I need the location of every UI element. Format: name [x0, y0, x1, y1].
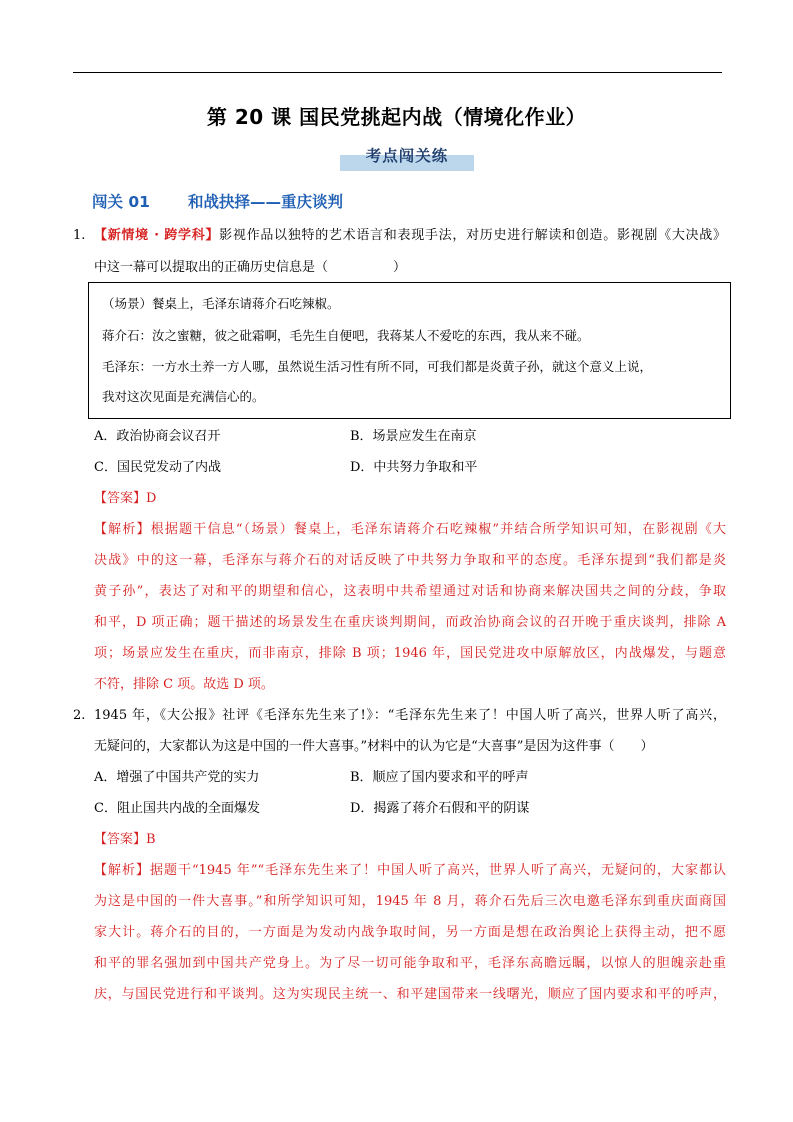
- q1-analysis-line-2: 决战》中的这一幕，毛泽东与蒋介石的对话反映了中共努力争取和平的态度。毛泽东提到“我们都是炎: [94, 553, 726, 568]
- q2-analysis-line-4: 和平的罪名强加到中国共产党身上。为了尽一切可能争取和平，毛泽东高瞻远瞩，以惊人的胆魄亲赴重: [94, 956, 726, 971]
- q1-option-a: A．政治协商会议召开: [94, 429, 221, 444]
- q1-number: 1.: [73, 228, 86, 243]
- q1-stem-line-2: 中这一幕可以提取出的正确历史信息是（ ）: [94, 260, 407, 275]
- q2-analysis-line-5: 庆，与国民党进行和平谈判。这为实现民主统一、和平建国带来一线曙光，顺应了国内要求和平的呼声，: [94, 987, 726, 1002]
- section-badge: [340, 144, 474, 172]
- q2-analysis-line-2: 为这是中国的一件大喜事。”和所学知识可知，1945 年 8 月，蒋介石先后三次电邀毛泽东到重庆面商国: [94, 894, 726, 909]
- q2-analysis-line-1: 【解析】据题干“1945 年”“毛泽东先生来了！中国人听了高兴，世界人听了高兴，无疑问的，大家都认: [94, 863, 726, 878]
- q1-stem-line-1: [73, 226, 726, 246]
- q2-option-c: C．阻止国共内战的全面爆发: [94, 801, 260, 816]
- q1-option-c: C．国民党发动了内战: [94, 460, 221, 475]
- page-title: 第 20 课 国民党挑起内战（情境化作业）: [206, 105, 587, 129]
- q1-analysis-line-5: 项；场景应发生在重庆，而非南京，排除 B 项；1946 年，国民党进攻中原解放区，内战爆发，与题意: [94, 646, 726, 661]
- scene-line-1: （场景）餐桌上，毛泽东请蒋介石吃辣椒。: [102, 296, 340, 311]
- q2-option-d: D．揭露了蒋介石假和平的阴谋: [350, 801, 530, 816]
- q1-analysis-line-4: 和平，D 项正确；题干描述的场景发生在重庆谈判期间，而政治协商会议的召开晚于重庆谈判，排除 A: [94, 615, 726, 630]
- q1-analysis-line-3: 黄子孙”，表达了对和平的期望和信心，这表明中共希望通过对话和协商来解决国共之间的分歧，争取: [94, 584, 726, 599]
- q1-tag: 【新情境 · 跨学科】: [94, 228, 220, 243]
- section-heading: [92, 190, 343, 212]
- q1-answer: 【答案】D: [94, 491, 157, 506]
- q1-option-d: D．中共努力争取和平: [350, 460, 478, 475]
- q2-stem-line-2: 无疑问的，大家都认为这是中国的一件大喜事。”材料中的认为它是“大喜事”是因为这件事（ ）: [94, 739, 654, 754]
- scene-line-3: 毛泽东：一方水土养一方人哪，虽然说生活习性有所不同，可我们都是炎黄子孙，就这个意义上说，: [102, 359, 653, 374]
- q1-stem-text-1: 影视作品以独特的艺术语言和表现手法，对历史进行解读和创造。影视剧《大决战》: [219, 228, 726, 243]
- q1-option-b: B．场景应发生在南京: [350, 429, 477, 444]
- q2-stem-text-1: 1945 年，《大公报》社评《毛泽东先生来了!》：“毛泽东先生来了！中国人听了高兴，世界人听了高兴，: [94, 708, 726, 723]
- scene-line-4: 我对这次见面是充满信心的。: [102, 389, 265, 404]
- top-rule: [73, 72, 722, 73]
- section-label: 闯关 01: [92, 193, 150, 211]
- scene-line-2: 蒋介石：汝之蜜糖，彼之砒霜啊，毛先生自便吧，我蒋某人不爱吃的东西，我从来不碰。: [102, 328, 590, 343]
- q1-analysis-line-1: 【解析】根据题干信息“（场景）餐桌上，毛泽东请蒋介石吃辣椒”并结合所学知识可知，在影视剧《大: [94, 522, 726, 537]
- q1-analysis-line-6: 不符，排除 C 项。故选 D 项。: [94, 677, 274, 692]
- q2-answer: 【答案】B: [94, 832, 156, 847]
- section-name: 和战抉择——重庆谈判: [187, 193, 343, 211]
- q2-number: 2.: [73, 708, 86, 723]
- q2-option-a: A．增强了中国共产党的实力: [94, 770, 260, 785]
- q2-analysis-line-3: 家大计。蒋介石的目的，一方面是为发动内战争取时间，另一方面是想在政治舆论上获得主动，把不愿: [94, 925, 726, 940]
- badge-label: 考点闯关练: [365, 147, 449, 165]
- scene-box: [88, 282, 731, 419]
- q2-stem-line-1: [73, 706, 726, 726]
- q2-option-b: B．顺应了国内要求和平的呼声: [350, 770, 529, 785]
